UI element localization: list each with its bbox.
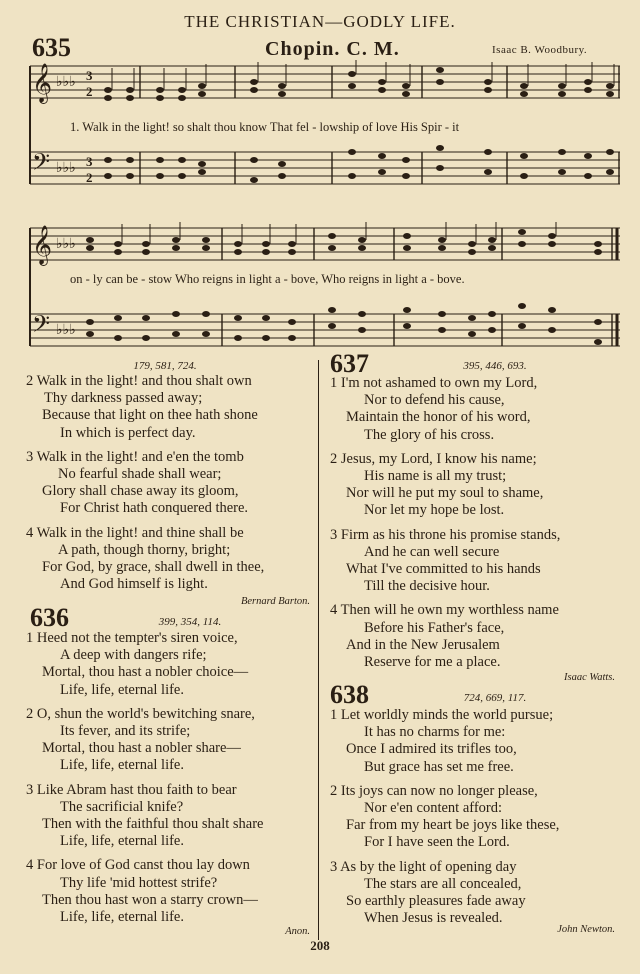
verse-line: Life, life, eternal life. bbox=[60, 757, 184, 774]
verse-line: Its fever, and its strife; bbox=[60, 723, 191, 740]
verse-line: So earthly pleasures fade away bbox=[346, 893, 526, 910]
lyrics-line-2: on - ly can be - stow Who reigns in light a - bove, Who reigns in light a - bove. bbox=[70, 272, 465, 286]
verse-line: For Christ hath conquered there. bbox=[60, 500, 249, 517]
verse-line: Because that light on thee hath shone bbox=[42, 407, 258, 424]
svg-text:𝄢: 𝄢 bbox=[32, 150, 51, 181]
verse bbox=[330, 859, 635, 928]
verse-number: 1 bbox=[26, 630, 34, 646]
hymn-638-refs: 724, 669, 117. bbox=[463, 692, 527, 704]
verse bbox=[26, 449, 316, 518]
verse-number: 2 bbox=[26, 373, 34, 389]
verse-line: Then thou hast won a starry crown— bbox=[42, 891, 258, 908]
verse-line: But grace has set me free. bbox=[364, 758, 514, 775]
verse-number: 4 bbox=[26, 857, 34, 874]
verse-line: Nor will he put my soul to shame, bbox=[346, 485, 544, 502]
verse-line: The glory of his cross. bbox=[364, 426, 495, 443]
verse-line: As by the light of opening day bbox=[340, 858, 517, 875]
verse-line: Maintain the honor of his word, bbox=[346, 409, 531, 426]
verse bbox=[330, 451, 635, 520]
verse-line: I'm not ashamed to own my Lord, bbox=[340, 375, 538, 391]
hymn-637-verses bbox=[330, 375, 635, 671]
verse-line: Life, life, eternal life. bbox=[60, 681, 184, 698]
verse-line: What I've committed to his hands bbox=[346, 561, 541, 578]
verse-line: His name is all my trust; bbox=[364, 468, 507, 485]
svg-text:3: 3 bbox=[86, 154, 93, 169]
verse-number: 3 bbox=[330, 858, 338, 875]
hymn-635-author: Bernard Barton. bbox=[240, 596, 310, 607]
hymn-number-636: 636 bbox=[30, 603, 69, 632]
hymn-638-author: John Newton. bbox=[557, 924, 615, 935]
hymn-number-635: 635 bbox=[32, 33, 71, 62]
verse-number: 3 bbox=[26, 448, 34, 465]
verse-line: Walk in the light! and e'en the tomb bbox=[36, 448, 244, 465]
svg-text:2: 2 bbox=[86, 84, 93, 99]
hymn-636-author: Anon. bbox=[285, 926, 310, 937]
svg-text:2: 2 bbox=[86, 170, 93, 185]
verse-line: Let worldly minds the world pursue; bbox=[340, 707, 554, 723]
verse-line: Nor e'en content afford: bbox=[364, 800, 503, 817]
verse bbox=[330, 375, 635, 444]
verse-line: Thy life 'mid hottest strife? bbox=[60, 874, 218, 891]
verse-line: Walk in the light! and thou shalt own bbox=[36, 373, 252, 389]
verse-line: It has no charms for me: bbox=[364, 724, 506, 741]
verse-line: Like Abram hast thou faith to bear bbox=[36, 781, 237, 798]
page-header-title: THE CHRISTIAN—GODLY LIFE. bbox=[184, 12, 456, 31]
verse-line: For I have seen the Lord. bbox=[364, 834, 510, 851]
verse-line: Its joys can now no longer please, bbox=[340, 782, 538, 799]
verse-line: Before his Father's face, bbox=[364, 619, 505, 636]
hymn-number-638: 638 bbox=[330, 680, 369, 709]
svg-text:♭♭♭: ♭♭♭ bbox=[56, 323, 76, 338]
hymn-636-refs: 399, 354, 114. bbox=[158, 616, 222, 628]
verse-line: And God himself is light. bbox=[60, 576, 208, 593]
verse-line: Till the decisive hour. bbox=[364, 578, 490, 595]
verse bbox=[26, 857, 316, 926]
verse bbox=[26, 630, 316, 699]
verse-line: Thy darkness passed away; bbox=[44, 390, 203, 407]
hymn-number-637: 637 bbox=[330, 349, 369, 378]
verse bbox=[330, 602, 635, 671]
verse-line: Jesus, my Lord, I know his name; bbox=[340, 450, 537, 467]
verse-line: Firm as his throne his promise stands, bbox=[340, 526, 561, 543]
column-divider bbox=[318, 360, 319, 940]
verse-line: O, shun the world's bewitching snare, bbox=[36, 705, 255, 722]
svg-text:♭♭♭: ♭♭♭ bbox=[56, 237, 76, 252]
verse-line: Reserve for me a place. bbox=[364, 654, 501, 671]
verse-line: The sacrificial knife? bbox=[60, 798, 184, 815]
hymn-635-verses bbox=[26, 373, 316, 593]
verse bbox=[330, 527, 635, 596]
verse-number: 3 bbox=[26, 781, 34, 798]
verse-line: In which is perfect day. bbox=[60, 424, 196, 441]
verse bbox=[330, 707, 635, 776]
hymn-635-refs: 179, 581, 724. bbox=[133, 360, 197, 372]
verse-line: Mortal, thou hast a nobler share— bbox=[42, 740, 241, 757]
verse-line: Far from my heart be joys like these, bbox=[346, 817, 560, 834]
verse-line: A deep with dangers rife; bbox=[60, 647, 207, 664]
verse-number: 4 bbox=[330, 602, 338, 619]
verse bbox=[26, 706, 316, 775]
verse-line: For God, by grace, shall dwell in thee, bbox=[42, 559, 265, 576]
verse-line: For love of God canst thou lay down bbox=[36, 857, 250, 874]
verse-line: A path, though thorny, bright; bbox=[58, 541, 231, 558]
verse-line: The stars are all concealed, bbox=[364, 875, 522, 892]
hymn-637-author: Isaac Watts. bbox=[564, 672, 615, 683]
verse-line: Glory shall chase away its gloom, bbox=[42, 483, 239, 500]
page-number: 208 bbox=[310, 938, 330, 953]
composer-name: Isaac B. Woodbury. bbox=[492, 44, 588, 56]
hymn-638-verses bbox=[330, 707, 635, 927]
verse-number: 1 bbox=[330, 707, 338, 723]
lyrics-line-1: 1. Walk in the light! so shalt thou know That fel - lowship of love His Spir - it bbox=[70, 120, 460, 134]
svg-text:♭♭♭: ♭♭♭ bbox=[56, 75, 76, 90]
hymn-636-verses bbox=[26, 630, 316, 926]
verse-number: 1 bbox=[330, 375, 338, 391]
music-system-2 bbox=[22, 222, 622, 357]
verse bbox=[26, 373, 316, 442]
verse bbox=[26, 782, 316, 851]
svg-text:𝄞: 𝄞 bbox=[32, 227, 53, 264]
verse-line: Once I admired its trifles too, bbox=[346, 741, 517, 758]
verse-line: No fearful shade shall wear; bbox=[58, 466, 222, 483]
verse-number: 2 bbox=[26, 705, 34, 722]
verse-line: And in the New Jerusalem bbox=[346, 636, 500, 653]
svg-text:♭♭♭: ♭♭♭ bbox=[56, 161, 76, 176]
verse-number: 2 bbox=[330, 450, 338, 467]
verse bbox=[26, 525, 316, 594]
verse-line: Life, life, eternal life. bbox=[60, 833, 184, 850]
svg-text:𝄢: 𝄢 bbox=[32, 312, 51, 343]
hymn-637-refs: 395, 446, 693. bbox=[463, 360, 527, 372]
verse-line: Life, life, eternal life. bbox=[60, 909, 184, 926]
verse-line: Mortal, thou hast a nobler choice— bbox=[42, 664, 249, 681]
svg-text:3: 3 bbox=[86, 68, 93, 83]
verse-line: Nor to defend his cause, bbox=[364, 392, 505, 409]
verse-line: Walk in the light! and thine shall be bbox=[36, 524, 244, 541]
tune-name: Chopin. C. M. bbox=[265, 38, 400, 60]
verse-number: 2 bbox=[330, 782, 338, 799]
verse-line: When Jesus is revealed. bbox=[364, 910, 503, 927]
verse-number: 4 bbox=[26, 524, 34, 541]
verse-number: 3 bbox=[330, 526, 338, 543]
verse bbox=[330, 783, 635, 852]
verse-line: Then with the faithful thou shalt share bbox=[42, 816, 264, 833]
verse-line: Heed not the tempter's siren voice, bbox=[36, 630, 238, 646]
verse-line: Nor let my hope be lost. bbox=[364, 502, 505, 519]
verse-line: And he can well secure bbox=[364, 543, 500, 560]
verse-line: Then will he own my worthless name bbox=[340, 602, 559, 619]
svg-text:𝄞: 𝄞 bbox=[32, 65, 53, 102]
